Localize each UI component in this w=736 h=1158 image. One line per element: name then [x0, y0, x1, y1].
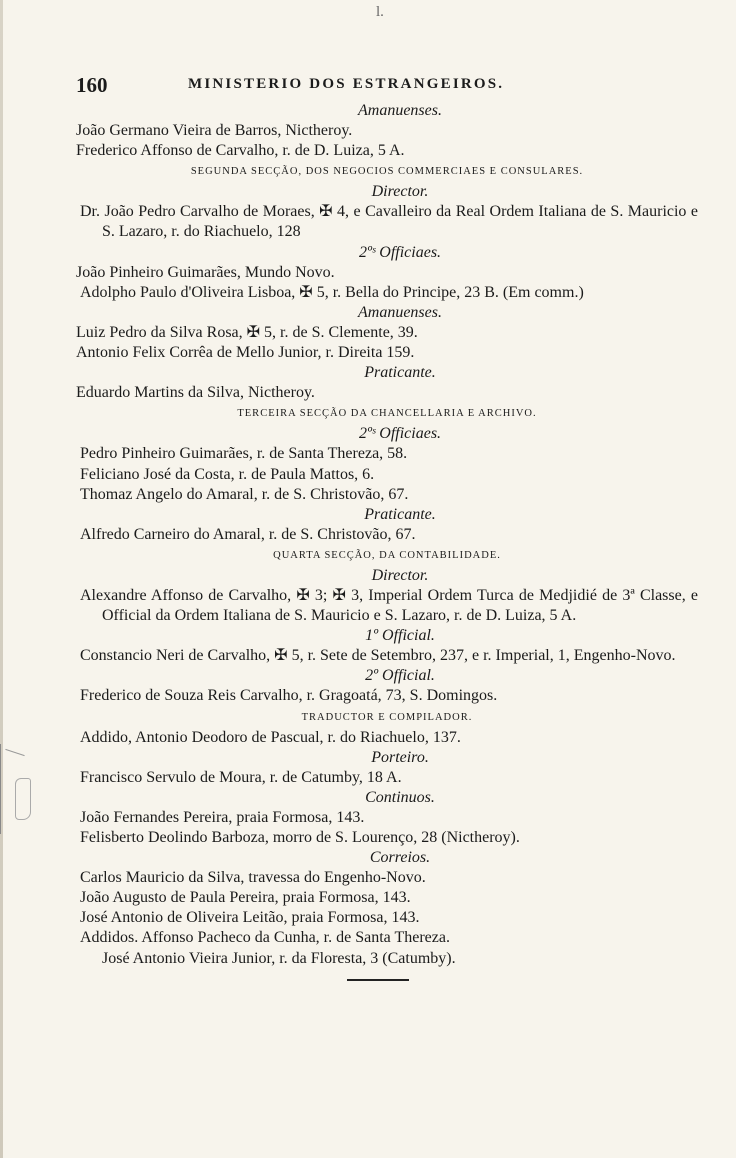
- role-heading: 1º Official.: [365, 627, 435, 645]
- entry-line: Antonio Felix Corrêa de Mello Junior, r. Direita 159.: [76, 344, 415, 362]
- role-heading: 2ºˢ Officiaes.: [358, 425, 442, 443]
- page-header: [76, 73, 696, 99]
- role-heading: Continuos.: [365, 788, 435, 806]
- entry-line: João Augusto de Paula Pereira, praia Formosa, 143.: [80, 889, 411, 907]
- page-number: 160: [76, 73, 108, 97]
- role-heading: Porteiro.: [371, 748, 429, 766]
- role-heading: Praticante.: [364, 505, 436, 523]
- role-heading: Director.: [371, 183, 429, 201]
- entry-line: Eduardo Martins da Silva, Nictheroy.: [76, 384, 315, 402]
- role-heading: 2º Official.: [365, 667, 435, 685]
- entry-line: Francisco Servulo de Moura, r. de Catumby, 18 A.: [80, 768, 402, 786]
- page-body: [76, 101, 698, 981]
- role-heading: Amanuenses.: [358, 102, 442, 119]
- entry-line: José Antonio Vieira Junior, r. da Floresta, 3 (Catumby).: [102, 949, 456, 967]
- role-heading: Director.: [371, 566, 429, 584]
- entry-line: Carlos Mauricio da Silva, travessa do Engenho-Novo.: [80, 869, 426, 887]
- entry-line: Addido, Antonio Deodoro de Pascual, r. do Riachuelo, 137.: [80, 728, 461, 746]
- entry-line: João Pinheiro Guimarães, Mundo Novo.: [76, 263, 335, 281]
- entry-line: Adolpho Paulo d'Oliveira Lisboa, ✠ 5, r. Bella do Principe, 23 B. (Em comm.): [80, 283, 584, 301]
- page-edge-shadow: [0, 0, 3, 1158]
- entry-line: Alexandre Affonso de Carvalho, ✠ 3; ✠ 3, Imperial Ordem Turca de Medjidié de 3ª Classe, e Official da Ordem Italiana de S. Mauricio e S. Lazaro, r. de D. Luiza, 5 A.: [80, 586, 698, 625]
- entry-line: Frederico Affonso de Carvalho, r. de D. Luiza, 5 A.: [76, 142, 405, 160]
- entry-line: Luiz Pedro da Silva Rosa, ✠ 5, r. de S. Clemente, 39.: [76, 323, 418, 341]
- margin-mark: [0, 744, 35, 834]
- section-heading: TERCEIRA SECÇÃO DA CHANCELLARIA E ARCHIVO.: [237, 408, 537, 420]
- entry-line: Felisberto Deolindo Barboza, morro de S. Lourenço, 28 (Nictheroy).: [80, 829, 520, 846]
- entry-line: José Antonio de Oliveira Leitão, praia Formosa, 143.: [80, 909, 420, 927]
- entry-line: Feliciano José da Costa, r. de Paula Mattos, 6.: [80, 465, 375, 483]
- entry-line: Alfredo Carneiro do Amaral, r. de S. Christovão, 67.: [80, 525, 416, 543]
- section-heading: QUARTA SECÇÃO, DA CONTABILIDADE.: [273, 549, 501, 561]
- entry-line: Thomaz Angelo do Amaral, r. de S. Christovão, 67.: [80, 485, 409, 503]
- entry-line: Pedro Pinheiro Guimarães, r. de Santa Thereza, 58.: [80, 445, 408, 463]
- entry-line: Dr. João Pedro Carvalho de Moraes, ✠ 4, e Cavalleiro da Real Ordem Italiana de S. Mauricio e S. Lazaro, r. do Riachuelo, 128: [80, 203, 698, 241]
- running-title: MINISTERIO DOS ESTRANGEIROS.: [188, 76, 505, 92]
- entry-line: Addidos. Affonso Pacheco da Cunha, r. de Santa Thereza.: [80, 929, 450, 947]
- entry-line: Constancio Neri de Carvalho, ✠ 5, r. Sete de Setembro, 237, e r. Imperial, 1, Engenho-Novo.: [80, 647, 676, 665]
- role-heading: 2ºˢ Officiaes.: [358, 243, 442, 261]
- role-heading: Praticante.: [364, 364, 436, 382]
- section-heading: TRADUCTOR E COMPILADOR.: [301, 711, 473, 723]
- end-rule: [347, 979, 409, 981]
- role-heading: Amanuenses.: [358, 303, 442, 321]
- section-heading: SEGUNDA SECÇÃO, DOS NEGOCIOS COMMERCIAES E CONSULARES.: [190, 166, 584, 178]
- entry-line: Frederico de Souza Reis Carvalho, r. Gragoatá, 73, S. Domingos.: [80, 687, 498, 705]
- entry-line: João Germano Vieira de Barros, Nictheroy.: [76, 122, 353, 140]
- entry-line: João Fernandes Pereira, praia Formosa, 143.: [80, 808, 365, 826]
- top-mark: l.: [376, 4, 384, 20]
- role-heading: Correios.: [369, 849, 431, 867]
